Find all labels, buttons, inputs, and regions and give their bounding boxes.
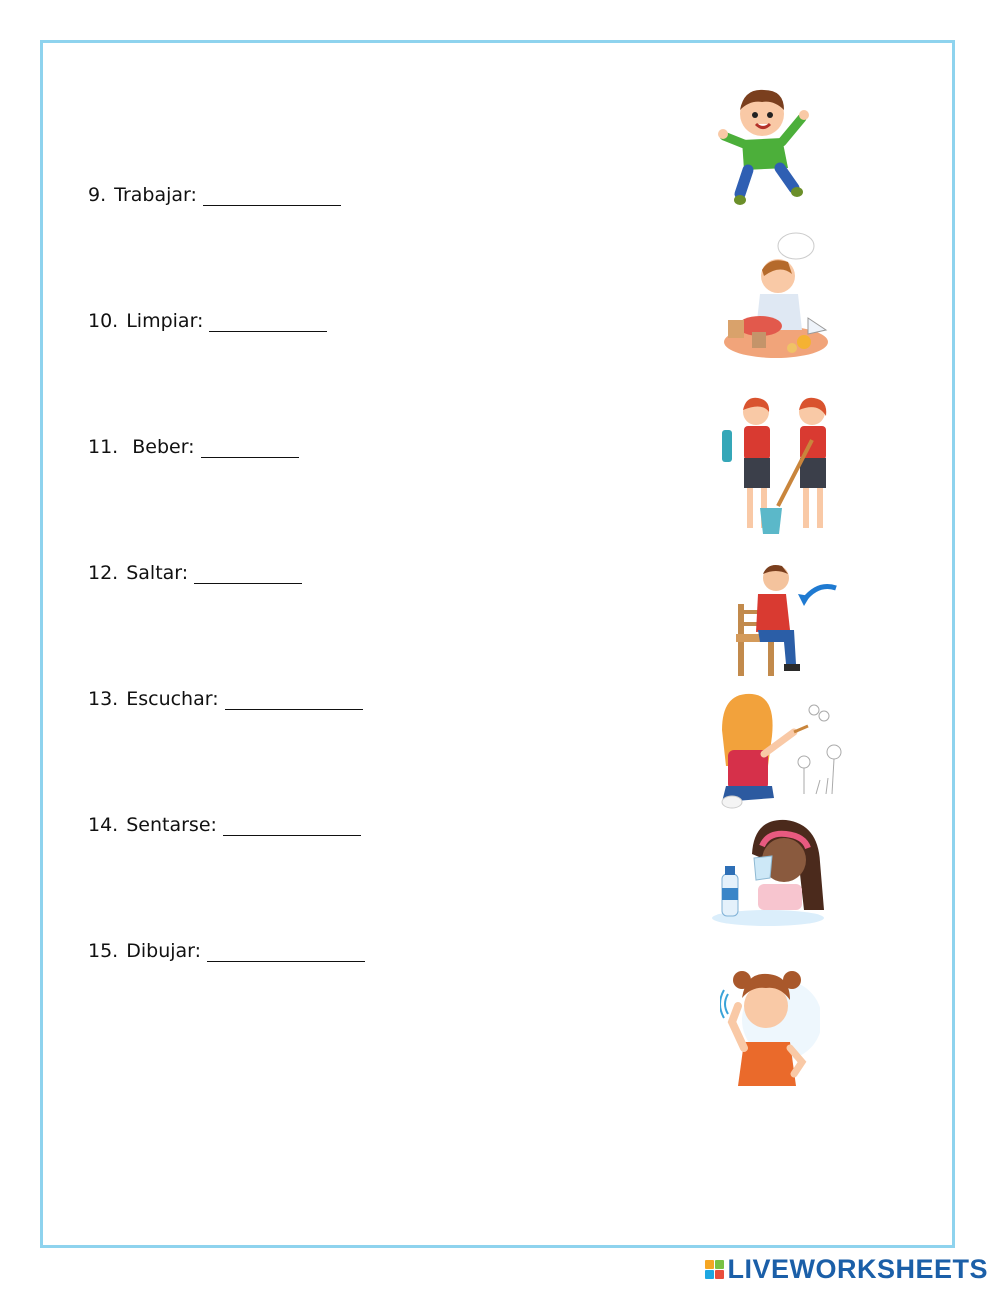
- exercise-number: 9.: [88, 184, 107, 206]
- answer-input-10[interactable]: [209, 311, 327, 332]
- logo-mark-icon: [705, 1260, 724, 1279]
- exercise-word: Sentarse:: [126, 814, 217, 836]
- exercise-word: Trabajar:: [114, 184, 197, 206]
- girl-drawing-icon: [712, 690, 852, 814]
- exercise-number: 12.: [88, 562, 119, 584]
- answer-input-15[interactable]: [207, 941, 365, 962]
- girl-drinking-icon: [708, 814, 828, 928]
- girls-cleaning-icon: [716, 394, 838, 542]
- answer-input-11[interactable]: [201, 437, 299, 458]
- exercise-word: Beber:: [132, 436, 195, 458]
- exercise-row-11: [88, 436, 299, 458]
- answer-input-12[interactable]: [194, 563, 302, 584]
- exercise-number: 13.: [88, 688, 119, 710]
- exercise-row-15: [88, 940, 365, 962]
- exercise-number: 10.: [88, 310, 119, 332]
- exercise-word: Saltar:: [126, 562, 189, 584]
- exercise-number: 15.: [88, 940, 119, 962]
- answer-input-9[interactable]: [203, 185, 341, 206]
- exercise-row-9: [88, 184, 341, 206]
- exercise-row-12: [88, 562, 302, 584]
- brand-name: LIVEWORKSHEETS: [727, 1254, 988, 1284]
- answer-input-13[interactable]: [225, 689, 363, 710]
- boy-jumping-icon: [718, 84, 812, 210]
- exercise-row-10: [88, 310, 327, 332]
- exercise-number: 14.: [88, 814, 119, 836]
- answer-input-14[interactable]: [223, 815, 361, 836]
- man-sitting-icon: [732, 560, 840, 678]
- exercise-number: 11.: [88, 436, 119, 458]
- liveworksheets-logo: [705, 1254, 988, 1285]
- girl-listening-icon: [720, 962, 820, 1088]
- exercise-word: Escuchar:: [126, 688, 219, 710]
- exercise-word: Limpiar:: [126, 310, 204, 332]
- exercise-row-13: [88, 688, 363, 710]
- exercise-word: Dibujar:: [126, 940, 202, 962]
- boy-cooking-icon: [722, 230, 830, 360]
- exercise-row-14: [88, 814, 361, 836]
